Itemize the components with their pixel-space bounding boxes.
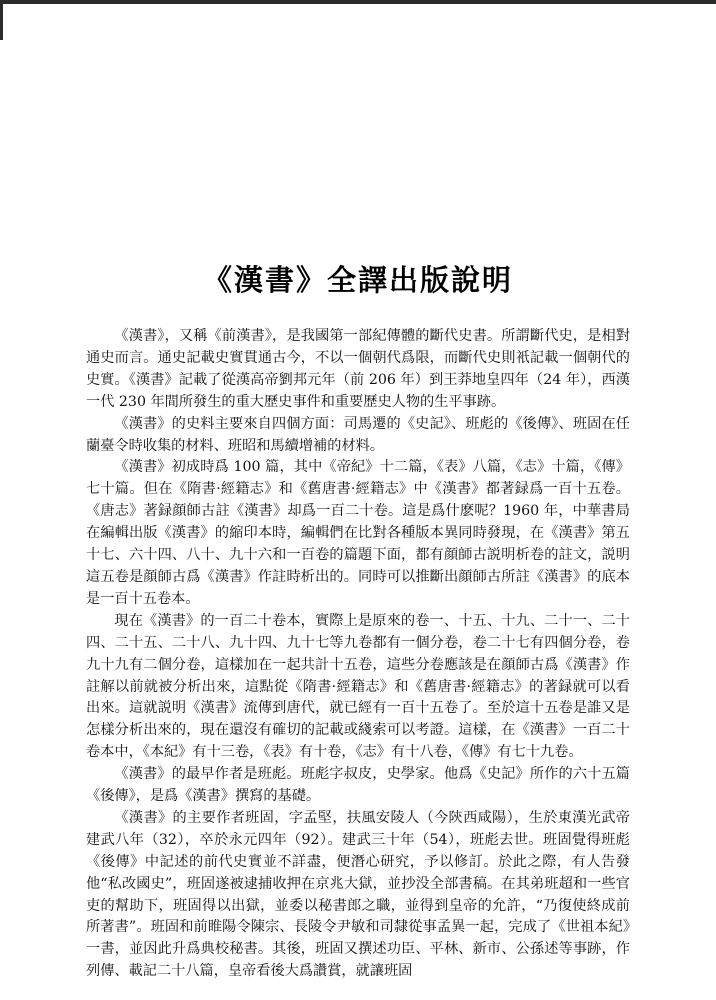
paragraph-1: 《漢書》，又稱《前漢書》，是我國第一部紀傳體的斷代史書。所謂斷代史，是相對通史而言。通史記載史實貫通古今，不以一個朝代爲限，而斷代史則衹記載一個朝代的史實。《漢書》記載了從漢高帝劉邦元年（前 206 年）到王莽地皇四年（24 年），西漢一代 230 年間所發生的重大歷史事件和重要歷史人物的生平事跡。 — [86, 328, 630, 410]
body-text — [86, 326, 630, 983]
paragraph-5: 《漢書》的最早作者是班彪。班彪字叔皮，史學家。他爲《史記》所作的六十五篇《後傳》，是爲《漢書》撰寫的基礎。 — [86, 766, 630, 805]
scan-edge-top — [0, 0, 716, 4]
page-title: 《漢書》全譯出版說明 — [202, 263, 513, 297]
scan-edge-left — [0, 0, 3, 40]
paragraph-3: 《漢書》初成時爲 100 篇，其中《帝紀》十二篇，《表》八篇，《志》十篇，《傳》七十篇。但在《隋書·經籍志》和《舊唐書·經籍志》中《漢書》都著録爲一百十五卷。《唐志》著録顔師古註《漢書》却爲一百二十卷。這是爲什麽呢？1960 年，中華書局在編輯出版《漢書》的縮印本時，編輯們在比對各種版本異同時發現，在《漢書》第五十七、六十四、八十、九十六和一百卷的篇題下面，都有顔師古説明析卷的註文，説明這五卷是顔師古爲《漢書》作註時析出的。同時可以推斷出顔師古所註《漢書》的底本是一百十五卷本。 — [86, 459, 630, 607]
paragraph-6: 《漢書》的主要作者班固，字孟堅，扶風安陵人（今陝西咸陽），生於東漢光武帝建武八年（32），卒於永元四年（92）。建武三十年（54），班彪去世。班固覺得班彪《後傳》中記述的前代史實並不詳盡，便潛心研究，予以修訂。於此之際，有人告發他“私改國史”，班固遂被逮捕收押在京兆大獄，並抄没全部書稿。在其弟班超和一些官吏的幫助下，班固得以出獄，並委以秘書郎之職，並得到皇帝的允許，“乃復使終成前所著書”。班固和前睢陽令陳宗、長陵令尹敏和司隸從事孟異一起，完成了《世祖本紀》一書，並因此升爲典校秘書。其後，班固又撰述功臣、平林、新市、公孫述等事跡，作列傳、載記二十八篇，皇帝看後大爲讚賞，就讓班固 — [86, 809, 630, 980]
paragraph-2: 《漢書》的史料主要來自四個方面：司馬遷的《史記》、班彪的《後傳》、班固在任蘭臺令時收集的材料、班昭和馬續增補的材料。 — [86, 415, 630, 454]
paragraph-4: 現在《漢書》的一百二十卷本，實際上是原來的卷一、十五、十九、二十一、二十四、二十五、二十八、九十四、九十七等九卷都有一個分卷，卷二十七有四個分卷，卷九十九有二個分卷，這樣加在一起共計十五卷，這些分卷應該是在顔師古爲《漢書》作註解以前就被分析出來，這點從《隋書·經籍志》和《舊唐書·經籍志》的著録就可以看出來。這就説明《漢書》流傳到唐代，就已經有一百十五卷了。至於這十五卷是誰又是怎樣分析出來的，現在還沒有確切的記載或綫索可以考證。這樣，在《漢書》一百二十卷本中，《本紀》有十三卷，《表》有十卷，《志》有十八卷，《傳》有七十九卷。 — [86, 612, 630, 761]
